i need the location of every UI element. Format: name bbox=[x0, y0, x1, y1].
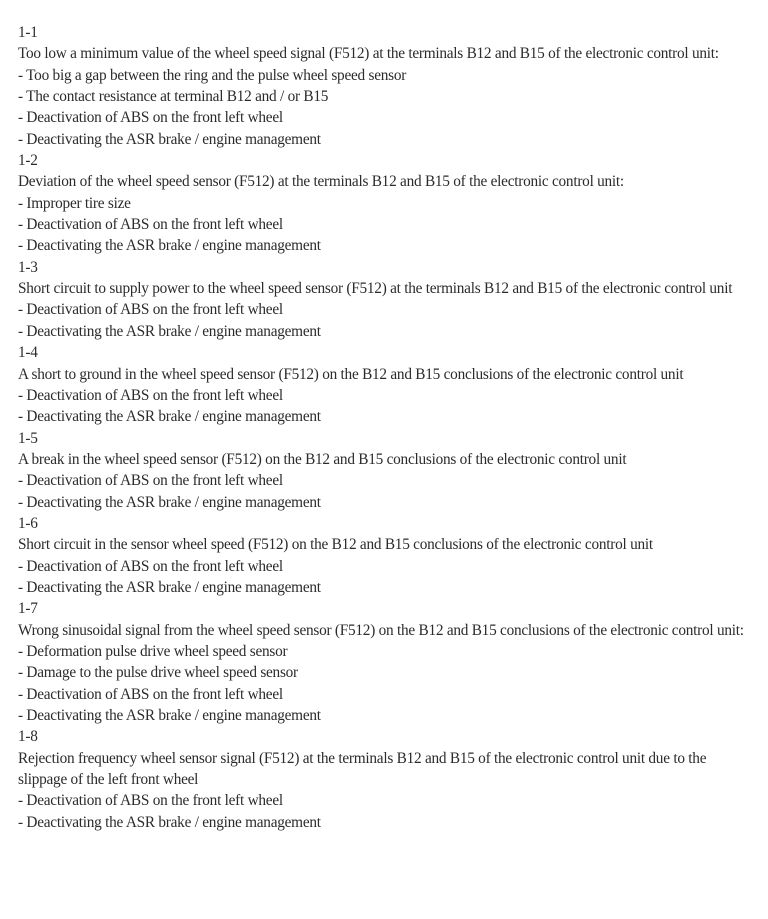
fault-code: 1-6 bbox=[18, 514, 38, 532]
fault-description: Too low a minimum value of the wheel speed signal (F512) at the terminals B12 and B15 of the electronic control unit: bbox=[18, 45, 719, 63]
consequence-list bbox=[18, 641, 758, 726]
list-item: - Deactivating the ASR brake / engine management bbox=[18, 235, 758, 256]
consequence-list bbox=[18, 299, 758, 342]
list-item: - Deformation pulse drive wheel speed sensor bbox=[18, 641, 758, 662]
consequence-list bbox=[18, 790, 758, 833]
fault-section-1-5 bbox=[18, 428, 758, 513]
list-item: - Deactivation of ABS on the front left wheel bbox=[18, 214, 758, 235]
fault-code: 1-2 bbox=[18, 152, 38, 170]
fault-description: Deviation of the wheel speed sensor (F512) at the terminals B12 and B15 of the electronic control unit: bbox=[18, 173, 624, 191]
fault-section-1-7 bbox=[18, 598, 758, 726]
fault-code: 1-5 bbox=[18, 429, 38, 447]
list-item: - Deactivating the ASR brake / engine management bbox=[18, 129, 758, 150]
list-item: - Deactivation of ABS on the front left wheel bbox=[18, 470, 758, 491]
consequence-list bbox=[18, 385, 758, 428]
fault-section-1-2 bbox=[18, 150, 758, 257]
list-item: - Deactivation of ABS on the front left wheel bbox=[18, 107, 758, 128]
list-item: - Too big a gap between the ring and the pulse wheel speed sensor bbox=[18, 65, 758, 86]
list-item: - Damage to the pulse drive wheel speed sensor bbox=[18, 662, 758, 683]
list-item: - The contact resistance at terminal B12 and / or B15 bbox=[18, 86, 758, 107]
fault-description: Short circuit to supply power to the wheel speed sensor (F512) at the terminals B12 and B15 of the electronic control unit bbox=[18, 280, 733, 298]
list-item: - Deactivating the ASR brake / engine management bbox=[18, 812, 758, 833]
list-item: - Deactivating the ASR brake / engine management bbox=[18, 705, 758, 726]
list-item: - Deactivation of ABS on the front left wheel bbox=[18, 556, 758, 577]
consequence-list bbox=[18, 470, 758, 513]
list-item: - Deactivating the ASR brake / engine management bbox=[18, 577, 758, 598]
list-item: - Deactivating the ASR brake / engine management bbox=[18, 321, 758, 342]
list-item: - Deactivation of ABS on the front left wheel bbox=[18, 299, 758, 320]
list-item: - Improper tire size bbox=[18, 193, 758, 214]
fault-section-1-3 bbox=[18, 257, 758, 342]
fault-code: 1-7 bbox=[18, 600, 38, 618]
fault-description: A short to ground in the wheel speed sensor (F512) on the B12 and B15 conclusions of the electronic control unit bbox=[18, 365, 684, 383]
fault-section-1-4 bbox=[18, 342, 758, 427]
list-item: - Deactivation of ABS on the front left wheel bbox=[18, 790, 758, 811]
fault-section-1-6 bbox=[18, 513, 758, 598]
fault-description: Wrong sinusoidal signal from the wheel speed sensor (F512) on the B12 and B15 conclusions of the electronic control unit: bbox=[18, 621, 744, 639]
list-item: - Deactivating the ASR brake / engine management bbox=[18, 406, 758, 427]
fault-description: Short circuit in the sensor wheel speed (F512) on the B12 and B15 conclusions of the electronic control unit bbox=[18, 536, 653, 554]
list-item: - Deactivation of ABS on the front left wheel bbox=[18, 385, 758, 406]
fault-code: 1-1 bbox=[18, 24, 38, 41]
fault-code: 1-8 bbox=[18, 728, 38, 746]
fault-code: 1-4 bbox=[18, 344, 38, 362]
consequence-list bbox=[18, 193, 758, 257]
consequence-list bbox=[18, 65, 758, 150]
list-item: - Deactivation of ABS on the front left wheel bbox=[18, 684, 758, 705]
fault-section-1-8 bbox=[18, 726, 758, 833]
consequence-list bbox=[18, 556, 758, 599]
fault-description: Rejection frequency wheel sensor signal (F512) at the terminals B12 and B15 of the electronic control unit due to the slippage of the left front wheel bbox=[18, 749, 707, 789]
list-item: - Deactivating the ASR brake / engine management bbox=[18, 492, 758, 513]
fault-code: 1-3 bbox=[18, 258, 38, 276]
fault-section-1-1 bbox=[18, 22, 758, 150]
fault-description: A break in the wheel speed sensor (F512) on the B12 and B15 conclusions of the electronic control unit bbox=[18, 450, 627, 468]
fault-code-document bbox=[18, 22, 758, 833]
